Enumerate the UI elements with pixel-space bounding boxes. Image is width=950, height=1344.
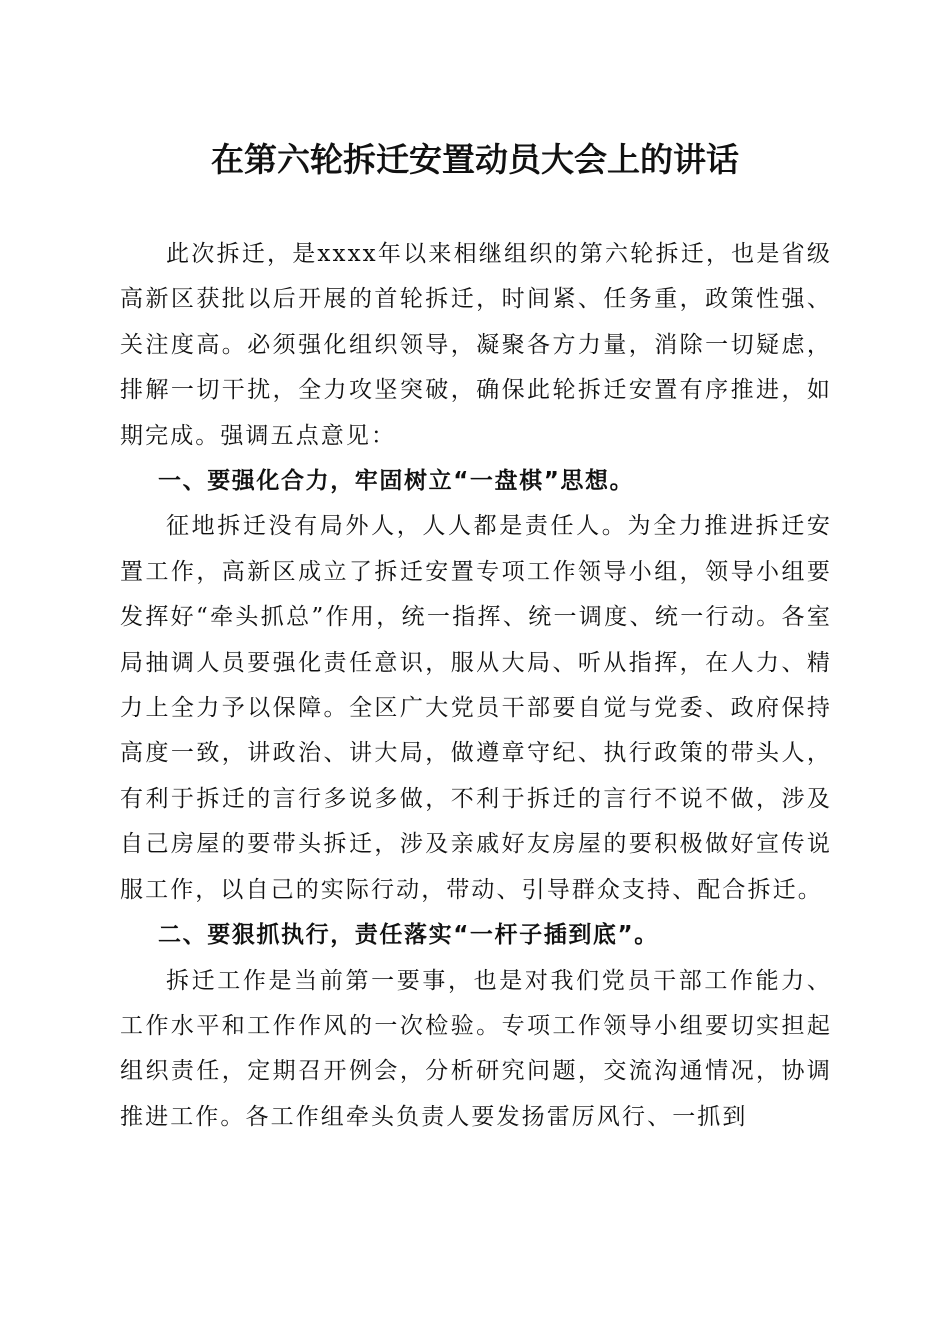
section-1-paragraph: 征地拆迁没有局外人，人人都是责任人。为全力推进拆迁安置工作，高新区成立了拆迁安置专项工作领导小组，领导小组要发挥好“牵头抓总”作用，统一指挥、统一调度、统一行动。各室局抽调人员要强化责任意识，服从大局、听从指挥，在人力、精力上全力予以保障。全区广大党员干部要自觉与党委、政府保持高度一致，讲政治、讲大局，做遵章守纪、执行政策的带头人，有利于拆迁的言行多说多做，不利于拆迁的言行不说不做，涉及自己房屋的要带头拆迁，涉及亲戚好友房屋的要积极做好宣传说服工作，以自己的实际行动，带动、引导群众支持、配合拆迁。 <box>120 513 832 903</box>
intro-paragraph: 此次拆迁，是xxxx年以来相继组织的第六轮拆迁，也是省级高新区获批以后开展的首轮拆迁，时间紧、任务重，政策性强、关注度高。必须强化组织领导，凝聚各方力量，消除一切疑虑，排解一切干扰，全力攻坚突破，确保此轮拆迁安置有序推进，如期完成。强调五点意见： <box>120 241 832 449</box>
section-2-paragraph: 拆迁工作是当前第一要事，也是对我们党员干部工作能力、工作水平和工作作风的一次检验。专项工作领导小组要切实担起组织责任，定期召开例会，分析研究问题，交流沟通情况，协调推进工作。各工作组牵头负责人要发扬雷厉风行、一抓到 <box>120 967 832 1130</box>
section-1-heading: 一、要强化合力，牢固树立“一盘棋”思想。 <box>158 468 635 495</box>
document-title: 在第六轮拆迁安置动员大会上的讲话 <box>211 140 739 179</box>
section-2-heading: 二、要狠抓执行，责任落实“一杆子插到底”。 <box>158 922 659 949</box>
document-body <box>120 232 832 1140</box>
